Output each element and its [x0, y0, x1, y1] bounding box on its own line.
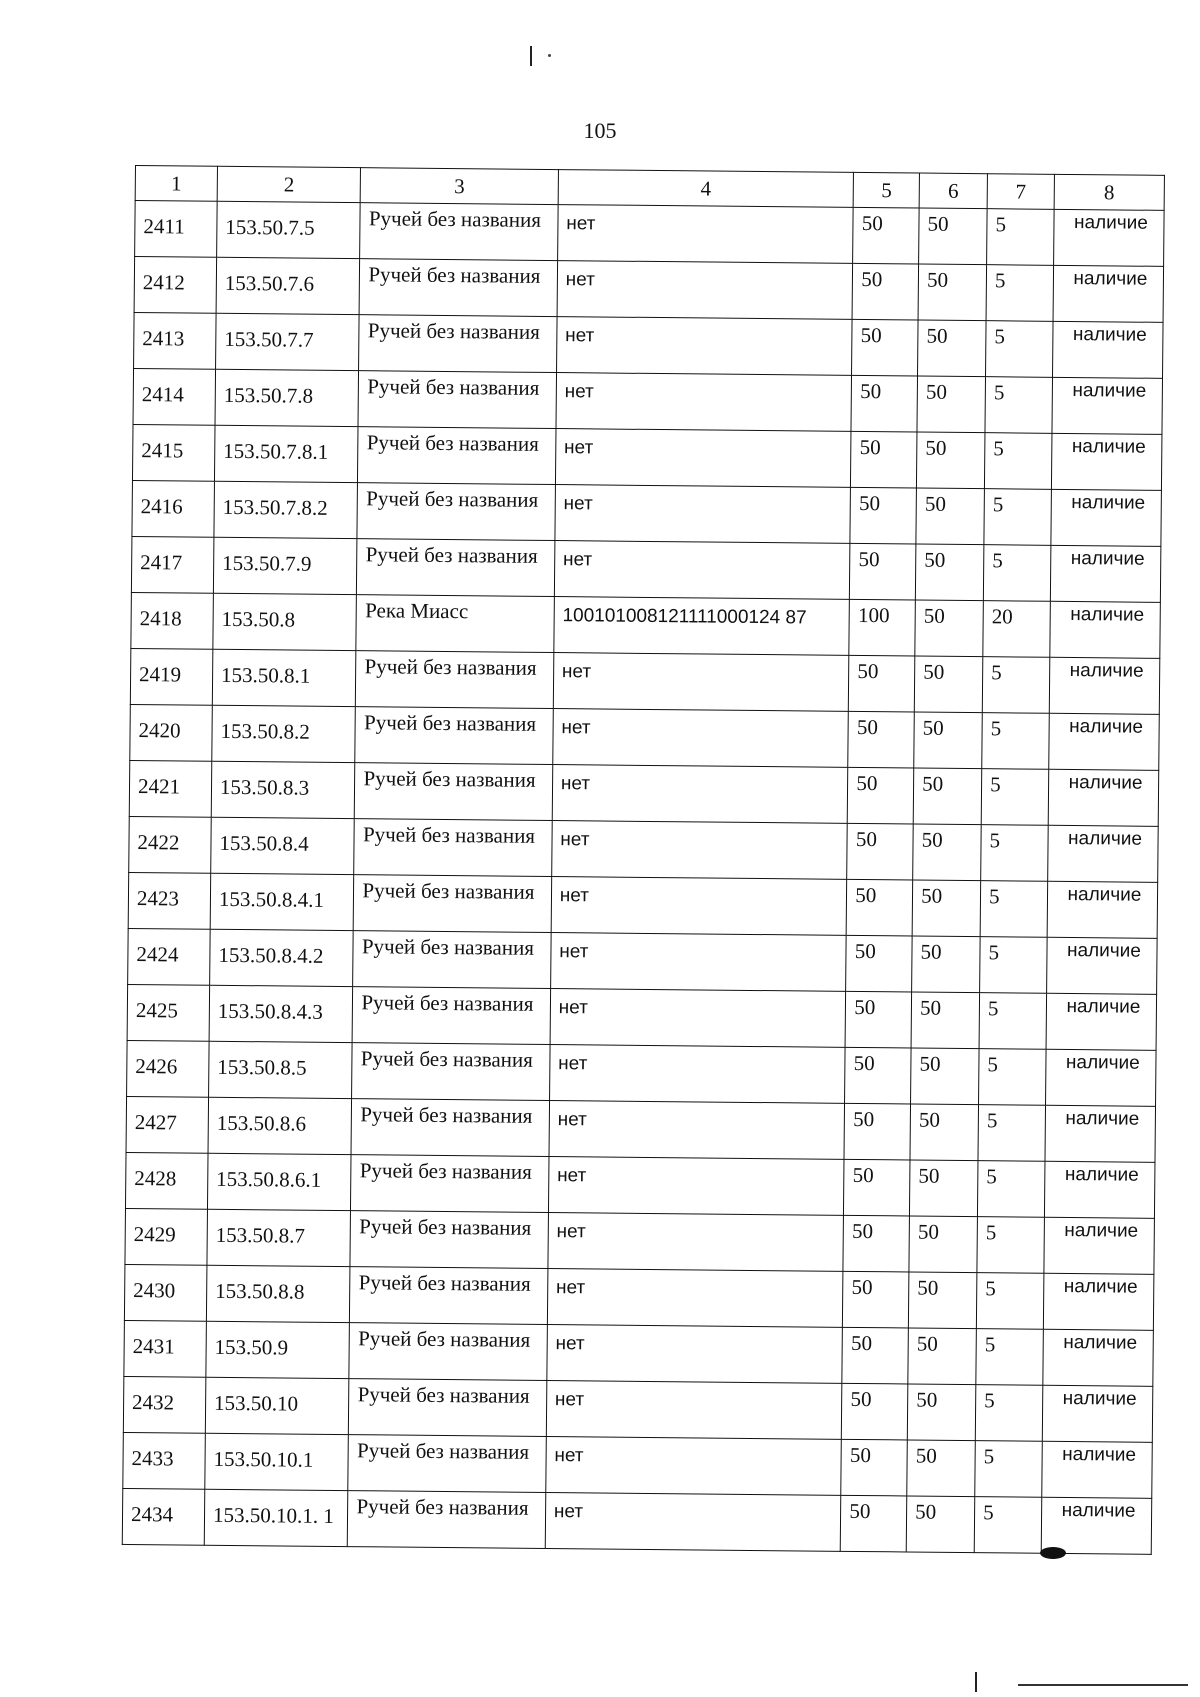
- cell-number: 2430: [124, 1264, 207, 1321]
- cell-code: 153.50.10.1: [205, 1433, 349, 1490]
- cell-status: наличие: [1047, 881, 1158, 938]
- cell-col5: 50: [845, 1047, 911, 1104]
- table-body: [122, 201, 1164, 1555]
- cell-name: Ручей без названия: [359, 315, 557, 373]
- cell-col6: 50: [917, 432, 985, 489]
- cell-code-reg: нет: [549, 1045, 845, 1104]
- cell-name: Ручей без названия: [350, 1211, 548, 1269]
- cell-col5: 50: [845, 991, 911, 1048]
- cell-number: 2412: [134, 257, 217, 314]
- cell-col6: 50: [917, 376, 985, 433]
- table-row: [128, 872, 1157, 938]
- cell-code: 153.50.8.4.3: [209, 985, 353, 1042]
- scan-dot: [548, 54, 551, 57]
- cell-number: 2418: [131, 592, 214, 649]
- cell-col5: 50: [841, 1495, 907, 1552]
- registry-table: [122, 165, 1165, 1555]
- cell-col6: 50: [914, 656, 982, 713]
- signature-line: [1018, 1684, 1188, 1686]
- cell-name: Ручей без названия: [353, 931, 551, 989]
- table-row: [127, 984, 1156, 1050]
- cell-code-reg: нет: [549, 1101, 845, 1160]
- cell-status: наличие: [1042, 1441, 1153, 1498]
- table-row: [131, 536, 1160, 602]
- cell-status: наличие: [1049, 657, 1160, 714]
- cell-col7: 5: [986, 321, 1053, 378]
- cell-col7: 5: [975, 1385, 1042, 1442]
- table-row: [129, 760, 1158, 826]
- cell-name: Ручей без названия: [358, 427, 556, 485]
- column-header: 2: [217, 166, 361, 202]
- cell-code: 153.50.7.5: [217, 201, 361, 258]
- table-row: [124, 1264, 1153, 1330]
- cell-code: 153.50.10.1. 1: [204, 1489, 348, 1546]
- cell-col5: 50: [846, 879, 912, 936]
- cell-code: 153.50.8.6: [208, 1097, 352, 1154]
- cell-col5: 50: [853, 207, 919, 264]
- cell-col5: 50: [850, 487, 916, 544]
- cell-code: 153.50.8.3: [211, 761, 355, 818]
- cell-col6: 50: [908, 1272, 976, 1329]
- cell-col5: 50: [850, 543, 916, 600]
- table-row: [125, 1208, 1154, 1274]
- cell-number: 2425: [127, 984, 210, 1041]
- cell-number: 2424: [128, 928, 211, 985]
- cell-name: Река Миасс: [356, 595, 554, 653]
- cell-name: Ручей без названия: [355, 763, 553, 821]
- cell-col6: 50: [916, 488, 984, 545]
- cell-name: Ручей без названия: [354, 875, 552, 933]
- cell-status: наличие: [1053, 265, 1164, 322]
- cell-code-reg: нет: [553, 709, 849, 768]
- cell-code: 153.50.7.6: [216, 257, 360, 314]
- table-row: [130, 648, 1159, 714]
- cell-code-reg: нет: [545, 1493, 841, 1552]
- cell-name: Ручей без названия: [356, 651, 554, 709]
- table-row: [133, 368, 1162, 434]
- cell-col7: 5: [984, 433, 1051, 490]
- cell-col5: 50: [842, 1383, 908, 1440]
- cell-col7: 5: [985, 377, 1052, 434]
- cell-status: наличие: [1048, 825, 1159, 882]
- table-row: [125, 1152, 1154, 1218]
- table-row: [126, 1096, 1155, 1162]
- cell-code: 153.50.8.4: [211, 817, 355, 874]
- column-header: 6: [919, 173, 987, 209]
- cell-col7: 5: [979, 993, 1046, 1050]
- cell-status: наличие: [1052, 377, 1163, 434]
- cell-col6: 50: [918, 320, 986, 377]
- cell-name: Ручей без названия: [355, 707, 553, 765]
- cell-code-reg: 100101008121111000124 87: [554, 597, 850, 656]
- cell-code-reg: нет: [554, 541, 850, 600]
- cell-code-reg: нет: [556, 317, 852, 376]
- cell-number: 2422: [129, 816, 212, 873]
- cell-col7: 5: [982, 713, 1049, 770]
- cell-code: 153.50.7.8: [215, 369, 359, 426]
- cell-code-reg: нет: [550, 933, 846, 992]
- cell-col7: 5: [978, 1105, 1045, 1162]
- cell-number: 2420: [130, 704, 213, 761]
- cell-col5: 50: [843, 1215, 909, 1272]
- column-header: 8: [1054, 174, 1164, 210]
- cell-code-reg: нет: [555, 429, 851, 488]
- scan-mark-bottom: [975, 1672, 977, 1692]
- cell-code: 153.50.7.9: [213, 537, 357, 594]
- cell-code-reg: нет: [551, 821, 847, 880]
- cell-code: 153.50.8.4.1: [210, 873, 354, 930]
- cell-col6: 50: [914, 712, 982, 769]
- cell-col7: 5: [981, 769, 1048, 826]
- cell-code: 153.50.10: [205, 1377, 349, 1434]
- cell-number: 2431: [124, 1320, 207, 1377]
- cell-code-reg: нет: [557, 261, 853, 320]
- cell-name: Ручей без названия: [359, 259, 557, 317]
- cell-code: 153.50.7.8.2: [214, 481, 358, 538]
- cell-col7: 20: [983, 601, 1050, 658]
- cell-status: наличие: [1045, 1049, 1156, 1106]
- column-header: 5: [853, 172, 919, 208]
- cell-code: 153.50.8.4.2: [210, 929, 354, 986]
- cell-col7: 5: [986, 265, 1053, 322]
- cell-status: наличие: [1043, 1273, 1154, 1330]
- cell-code-reg: нет: [556, 373, 852, 432]
- cell-col6: 50: [912, 936, 980, 993]
- cell-col7: 5: [977, 1217, 1044, 1274]
- cell-code: 153.50.8: [213, 593, 357, 650]
- cell-status: наличие: [1041, 1497, 1152, 1554]
- cell-code: 153.50.7.7: [216, 313, 360, 370]
- cell-col6: 50: [906, 1496, 974, 1553]
- cell-code: 153.50.9: [206, 1321, 350, 1378]
- cell-code-reg: нет: [548, 1213, 844, 1272]
- cell-col6: 50: [913, 768, 981, 825]
- cell-col5: 50: [851, 431, 917, 488]
- table-row: [123, 1376, 1152, 1442]
- cell-code-reg: нет: [547, 1269, 843, 1328]
- cell-number: 2417: [131, 536, 214, 593]
- cell-number: 2415: [132, 424, 215, 481]
- cell-code-reg: нет: [548, 1157, 844, 1216]
- cell-col6: 50: [912, 880, 980, 937]
- cell-number: 2413: [134, 312, 217, 369]
- cell-col6: 50: [909, 1216, 977, 1273]
- cell-col5: 50: [844, 1159, 910, 1216]
- table-row: [134, 257, 1163, 323]
- cell-status: наличие: [1050, 601, 1161, 658]
- cell-status: наличие: [1044, 1161, 1155, 1218]
- cell-col6: 50: [911, 1048, 979, 1105]
- table-row: [123, 1432, 1152, 1498]
- cell-name: Ручей без названия: [349, 1323, 547, 1381]
- cell-status: наличие: [1048, 769, 1159, 826]
- cell-col7: 5: [979, 1049, 1046, 1106]
- cell-col7: 5: [981, 825, 1048, 882]
- cell-status: наличие: [1051, 433, 1162, 490]
- cell-col7: 5: [975, 1441, 1042, 1498]
- cell-code: 153.50.8.8: [206, 1265, 350, 1322]
- cell-col5: 50: [844, 1103, 910, 1160]
- cell-number: 2428: [125, 1152, 208, 1209]
- cell-number: 2426: [127, 1040, 210, 1097]
- cell-col6: 50: [907, 1384, 975, 1441]
- cell-col5: 50: [842, 1327, 908, 1384]
- cell-col6: 50: [915, 544, 983, 601]
- cell-status: наличие: [1051, 489, 1162, 546]
- cell-col7: 5: [984, 489, 1051, 546]
- cell-code: 153.50.8.2: [212, 705, 356, 762]
- cell-col5: 50: [847, 823, 913, 880]
- cell-col7: 5: [977, 1161, 1044, 1218]
- cell-name: Ручей без названия: [348, 1491, 546, 1549]
- cell-code-reg: нет: [547, 1325, 843, 1384]
- cell-code-reg: нет: [553, 653, 849, 712]
- cell-code: 153.50.8.7: [207, 1209, 351, 1266]
- cell-number: 2411: [135, 201, 218, 258]
- cell-number: 2421: [129, 760, 212, 817]
- cell-col6: 50: [913, 824, 981, 881]
- table-row: [127, 1040, 1156, 1106]
- column-header: 3: [361, 168, 559, 205]
- cell-number: 2414: [133, 368, 216, 425]
- table-row: [128, 928, 1157, 994]
- cell-name: Ручей без названия: [357, 539, 555, 597]
- column-header: 7: [987, 174, 1054, 210]
- cell-col5: 50: [852, 263, 918, 320]
- table-row: [130, 704, 1159, 770]
- scan-mark-top: [530, 46, 532, 66]
- cell-name: Ручей без названия: [352, 1043, 550, 1101]
- table-row: [131, 592, 1160, 658]
- table-row: [129, 816, 1158, 882]
- cell-col7: 5: [976, 1329, 1043, 1386]
- cell-col6: 50: [919, 208, 987, 265]
- cell-col5: 50: [851, 375, 917, 432]
- cell-status: наличие: [1043, 1329, 1154, 1386]
- table-row: [132, 480, 1161, 546]
- cell-status: наличие: [1053, 209, 1164, 266]
- cell-status: наличие: [1052, 321, 1163, 378]
- cell-code-reg: нет: [546, 1437, 842, 1496]
- cell-status: наличие: [1045, 1105, 1156, 1162]
- cell-number: 2416: [132, 480, 215, 537]
- cell-name: Ручей без названия: [351, 1099, 549, 1157]
- cell-number: 2432: [123, 1376, 206, 1433]
- cell-name: Ручей без названия: [357, 483, 555, 541]
- cell-name: Ручей без названия: [350, 1267, 548, 1325]
- cell-name: Ручей без названия: [353, 987, 551, 1045]
- cell-col7: 5: [976, 1273, 1043, 1330]
- cell-col7: 5: [980, 881, 1047, 938]
- cell-col6: 50: [911, 992, 979, 1049]
- cell-code: 153.50.8.1: [212, 649, 356, 706]
- table-row: [134, 312, 1163, 378]
- page-number: 105: [583, 118, 617, 143]
- cell-col5: 50: [852, 319, 918, 376]
- cell-col6: 50: [915, 600, 983, 657]
- cell-number: 2433: [123, 1432, 206, 1489]
- cell-code-reg: нет: [552, 765, 848, 824]
- cell-col5: 50: [843, 1271, 909, 1328]
- cell-col7: 5: [987, 209, 1054, 266]
- cell-code: 153.50.8.5: [209, 1041, 353, 1098]
- column-header: 1: [135, 166, 217, 202]
- cell-col6: 50: [908, 1328, 976, 1385]
- cell-col7: 5: [982, 657, 1049, 714]
- cell-col5: 50: [841, 1439, 907, 1496]
- cell-status: наличие: [1044, 1217, 1155, 1274]
- cell-status: наличие: [1042, 1385, 1153, 1442]
- cell-name: Ручей без названия: [358, 371, 556, 429]
- table-row: [135, 201, 1164, 267]
- cell-name: Ручей без названия: [349, 1379, 547, 1437]
- cell-code-reg: нет: [550, 989, 846, 1048]
- cell-col6: 50: [907, 1440, 975, 1497]
- cell-col5: 50: [848, 767, 914, 824]
- cell-col5: 50: [848, 711, 914, 768]
- cell-col6: 50: [918, 264, 986, 321]
- cell-col7: 5: [980, 937, 1047, 994]
- cell-number: 2427: [126, 1096, 209, 1153]
- column-header: 4: [558, 170, 854, 208]
- cell-col6: 50: [910, 1160, 978, 1217]
- cell-col5: 50: [846, 935, 912, 992]
- cell-status: наличие: [1046, 937, 1157, 994]
- cell-number: 2429: [125, 1208, 208, 1265]
- cell-status: наличие: [1046, 993, 1157, 1050]
- cell-col5: 100: [849, 599, 915, 656]
- cell-name: Ручей без названия: [351, 1155, 549, 1213]
- cell-col7: 5: [983, 545, 1050, 602]
- table-row: [132, 424, 1161, 490]
- cell-code-reg: нет: [555, 485, 851, 544]
- cell-code: 153.50.7.8.1: [214, 425, 358, 482]
- cell-code-reg: нет: [546, 1381, 842, 1440]
- cell-name: Ручей без названия: [360, 203, 558, 261]
- cell-code-reg: нет: [551, 877, 847, 936]
- ink-blot: [1040, 1547, 1066, 1559]
- cell-code-reg: нет: [557, 205, 853, 264]
- cell-number: 2423: [128, 872, 211, 929]
- cell-col7: 5: [974, 1497, 1041, 1554]
- cell-status: наличие: [1049, 713, 1160, 770]
- cell-code: 153.50.8.6.1: [207, 1153, 351, 1210]
- cell-col5: 50: [849, 655, 915, 712]
- cell-name: Ручей без названия: [348, 1435, 546, 1493]
- cell-status: наличие: [1050, 545, 1161, 602]
- table-row: [124, 1320, 1153, 1386]
- cell-name: Ручей без названия: [354, 819, 552, 877]
- table-row: [122, 1488, 1151, 1554]
- cell-col6: 50: [910, 1104, 978, 1161]
- cell-number: 2419: [130, 648, 213, 705]
- cell-number: 2434: [122, 1488, 205, 1545]
